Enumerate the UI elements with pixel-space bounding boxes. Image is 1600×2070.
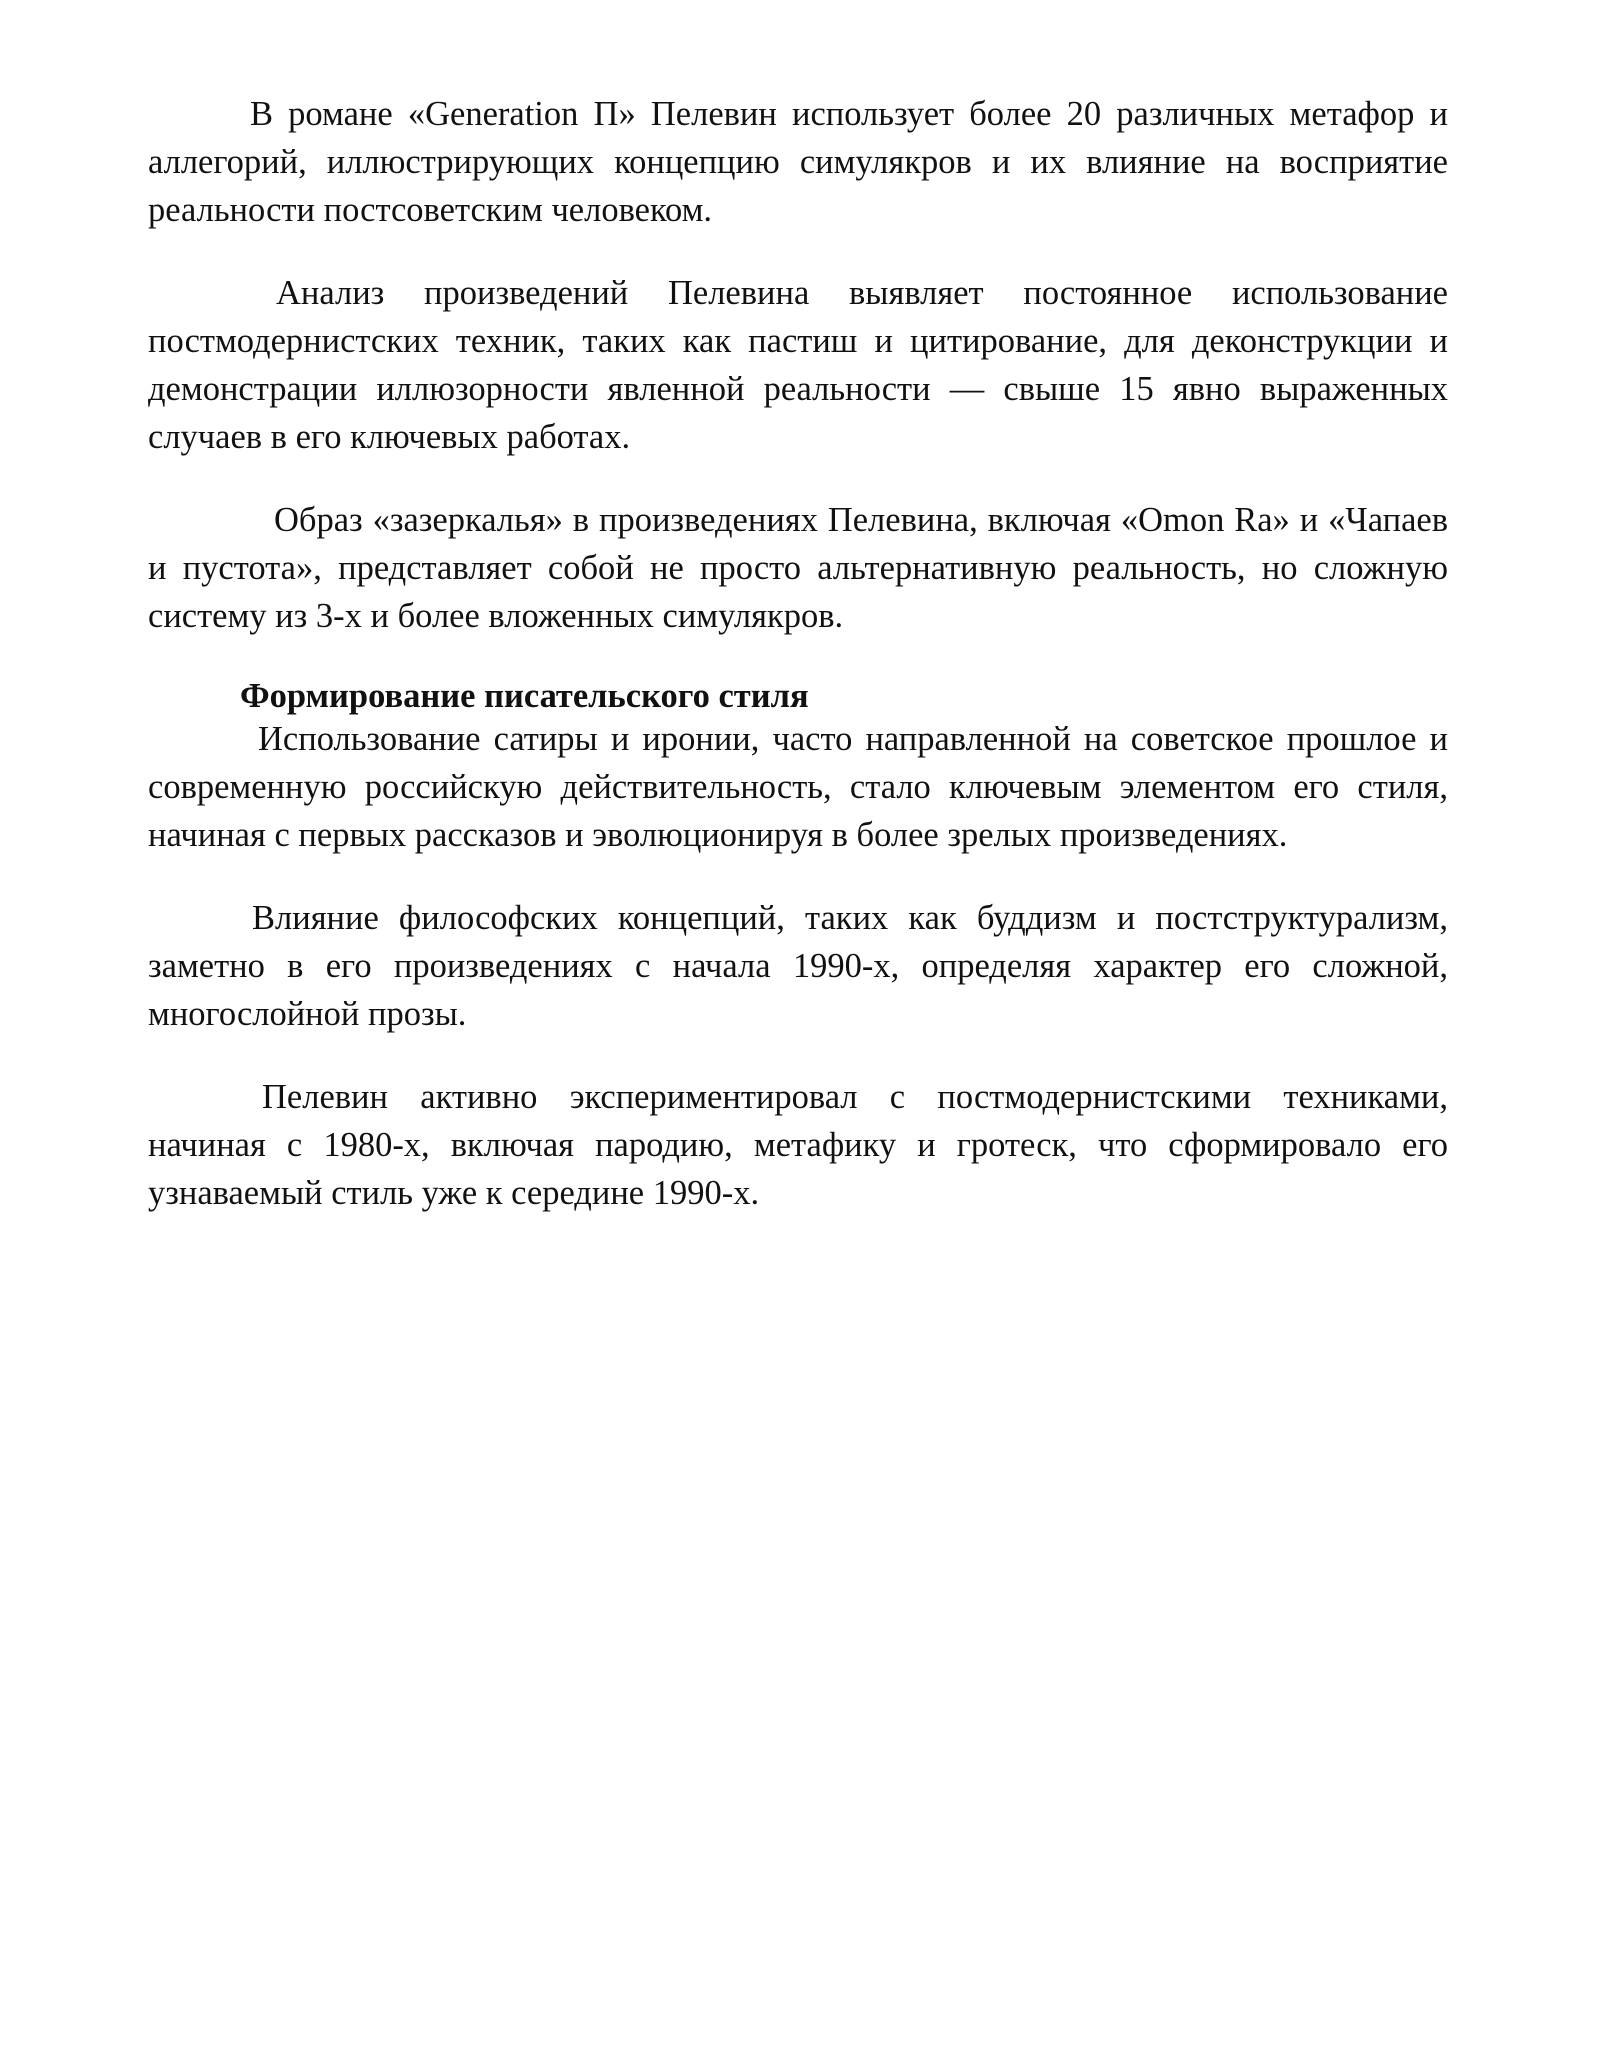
paragraph-experimentation: Пелевин активно экспериментировал с постмодернистскими техниками, начиная с 1980-х, включая пародию, метафику и гротеск, что сформировало его узнаваемый стиль уже к середине 1990-х.	[148, 1078, 1448, 1212]
paragraph-philosophical-influence: Влияние философских концепций, таких как буддизм и постструктурализм, заметно в его произведениях с начала 1990-х, определяя характер его сложной, многослойной прозы.	[148, 899, 1448, 1033]
paragraph-postmodern-techniques: Анализ произведений Пелевина выявляет постоянное использование постмодернистских техник, таких как пастиш и цитирование, для деконструкции и демонстрации иллюзорности явленной реальности — свыше 15 явно выраженных случаев в его ключевых работах.	[148, 274, 1448, 456]
paragraph-looking-glass-image: Образ «зазеркалья» в произведениях Пелевина, включая «Omon Ra» и «Чапаев и пустота», представляет собой не просто альтернативную реальность, но сложную систему из 3-х и более вложенных симулякров.	[148, 501, 1448, 635]
paragraph-satire-irony: Использование сатиры и иронии, часто направленной на советское прошлое и современную российскую действительность, стало ключевым элементом его стиля, начиная с первых рассказов и эволюционируя в более зрелых произведениях.	[148, 720, 1448, 854]
section-heading-writing-style: Формирование писательского стиля	[240, 677, 809, 715]
document-page	[148, 90, 1448, 1217]
paragraph-generation-p: В романе «Generation П» Пелевин использует более 20 различных метафор и аллегорий, иллюстрирующих концепцию симулякров и их влияние на восприятие реальности постсоветским человеком.	[148, 95, 1448, 229]
